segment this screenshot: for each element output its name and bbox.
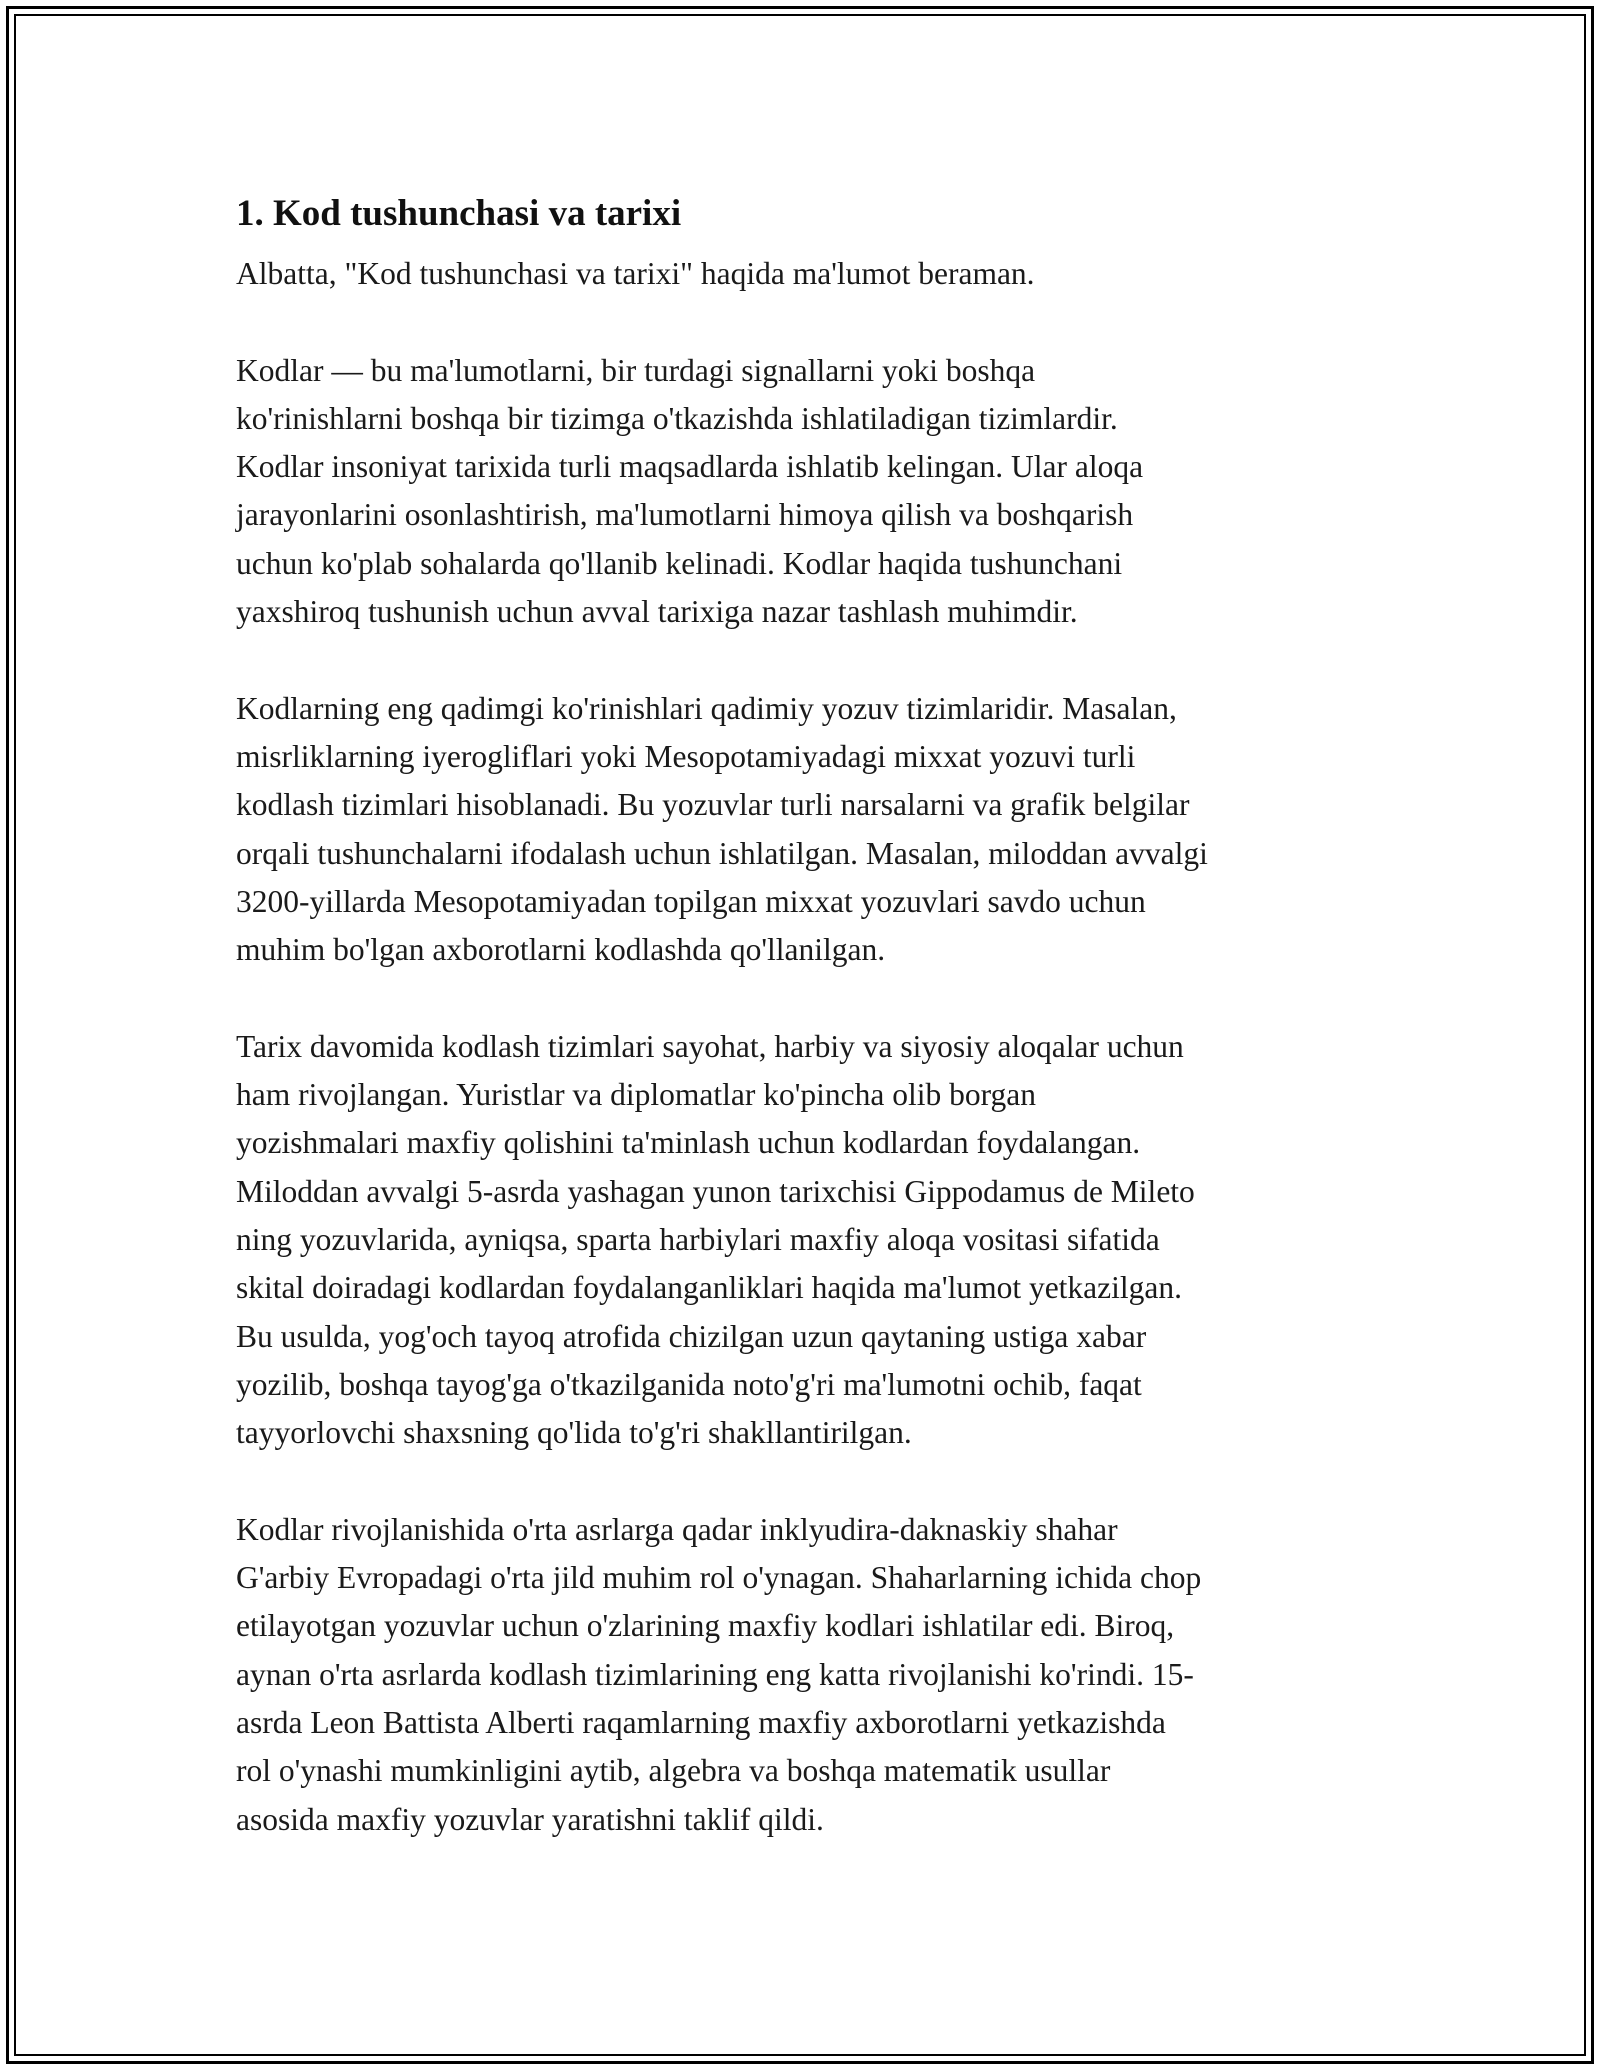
paragraph-line: asosida maxfiy yozuvlar yaratishni taklif qildi. <box>236 1801 824 1837</box>
paragraph <box>236 1023 1376 1458</box>
paragraph-line: muhim bo'lgan axborotlarni kodlashda qo'llanilgan. <box>236 932 886 968</box>
paragraph-line: etilayotgan yozuvlar uchun o'zlarining maxfiy kodlari ishlatilar edi. Biroq, <box>236 1608 1175 1644</box>
paragraph-line: Albatta, "Kod tushunchasi va tarixi" haqida ma'lumot beraman. <box>236 256 1035 291</box>
paragraph <box>236 250 1376 298</box>
paragraph-line: tayyorlovchi shaxsning qo'lida to'g'ri shakllantirilgan. <box>236 1415 912 1451</box>
paragraph-line: 3200-yillarda Mesopotamiyadan topilgan mixxat yozuvlari savdo uchun <box>236 883 1146 919</box>
section-heading: 1. Kod tushunchasi va tarixi <box>236 193 682 234</box>
paragraph-line: ham rivojlangan. Yuristlar va diplomatlar ko'pincha olib borgan <box>236 1077 1036 1113</box>
paragraph-line: jarayonlarini osonlashtirish, ma'lumotlarni himoya qilish va boshqarish <box>236 497 1134 533</box>
paragraph-line: Kodlar — bu ma'lumotlarni, bir turdagi signallarni yoki boshqa <box>236 352 1036 388</box>
document-body <box>236 184 1376 1892</box>
paragraph <box>236 347 1376 637</box>
paragraph-line: ning yozuvlarida, ayniqsa, sparta harbiylari maxfiy aloqa vositasi sifatida <box>236 1221 1160 1257</box>
paragraph-line: Kodlarning eng qadimgi ko'rinishlari qadimiy yozuv tizimlaridir. Masalan, <box>236 690 1177 726</box>
paragraph-line: kodlash tizimlari hisoblanadi. Bu yozuvlar turli narsalarni va grafik belgilar <box>236 787 1190 823</box>
paragraph-line: aynan o'rta asrlarda kodlash tizimlarining eng katta rivojlanishi ko'rindi. 15- <box>236 1656 1194 1692</box>
paragraph-line: rol o'ynashi mumkinligini aytib, algebra va boshqa matematik usullar <box>236 1753 1111 1789</box>
paragraph-line: Bu usulda, yog'och tayoq atrofida chizilgan uzun qaytaning ustiga xabar <box>236 1318 1147 1354</box>
paragraph <box>236 685 1376 975</box>
paragraph-line: G'arbiy Evropadagi o'rta jild muhim rol o'ynagan. Shaharlarning ichida chop <box>236 1560 1202 1596</box>
paragraph-line: Kodlar insoniyat tarixida turli maqsadlarda ishlatib kelingan. Ular aloqa <box>236 449 1144 485</box>
paragraph-line: Kodlar rivojlanishida o'rta asrlarga qadar inklyudira-daknaskiy shahar <box>236 1511 1118 1547</box>
paragraph-line: ko'rinishlarni boshqa bir tizimga o'tkazishda ishlatiladigan tizimlardir. <box>236 400 1118 436</box>
paragraph-line: uchun ko'plab sohalarda qo'llanib kelinadi. Kodlar haqida tushunchani <box>236 545 1123 581</box>
paragraph-line: misrliklarning iyerogliflari yoki Mesopotamiyadagi mixxat yozuvi turli <box>236 738 1136 774</box>
paragraph-line: skital doiradagi kodlardan foydalanganliklari haqida ma'lumot yetkazilgan. <box>236 1270 1182 1306</box>
paragraph-line: asrda Leon Battista Alberti raqamlarning maxfiy axborotlarni yetkazishda <box>236 1704 1166 1740</box>
paragraph-line: Miloddan avvalgi 5-asrda yashagan yunon tarixchisi Gippodamus de Mileto <box>236 1173 1195 1209</box>
paragraph-line: yozishmalari maxfiy qolishini ta'minlash uchun kodlardan foydalangan. <box>236 1125 1141 1161</box>
paragraph-line: Tarix davomida kodlash tizimlari sayohat, harbiy va siyosiy aloqalar uchun <box>236 1028 1184 1064</box>
paragraph-list <box>236 250 1376 1844</box>
paragraph-line: yaxshiroq tushunish uchun avval tarixiga nazar tashlash muhimdir. <box>236 594 1078 630</box>
paragraph-line: orqali tushunchalarni ifodalash uchun ishlatilgan. Masalan, miloddan avvalgi <box>236 835 1208 871</box>
paragraph <box>236 1506 1376 1844</box>
paragraph-line: yozilib, boshqa tayog'ga o'tkazilganida noto'g'ri ma'lumotni ochib, faqat <box>236 1366 1142 1402</box>
